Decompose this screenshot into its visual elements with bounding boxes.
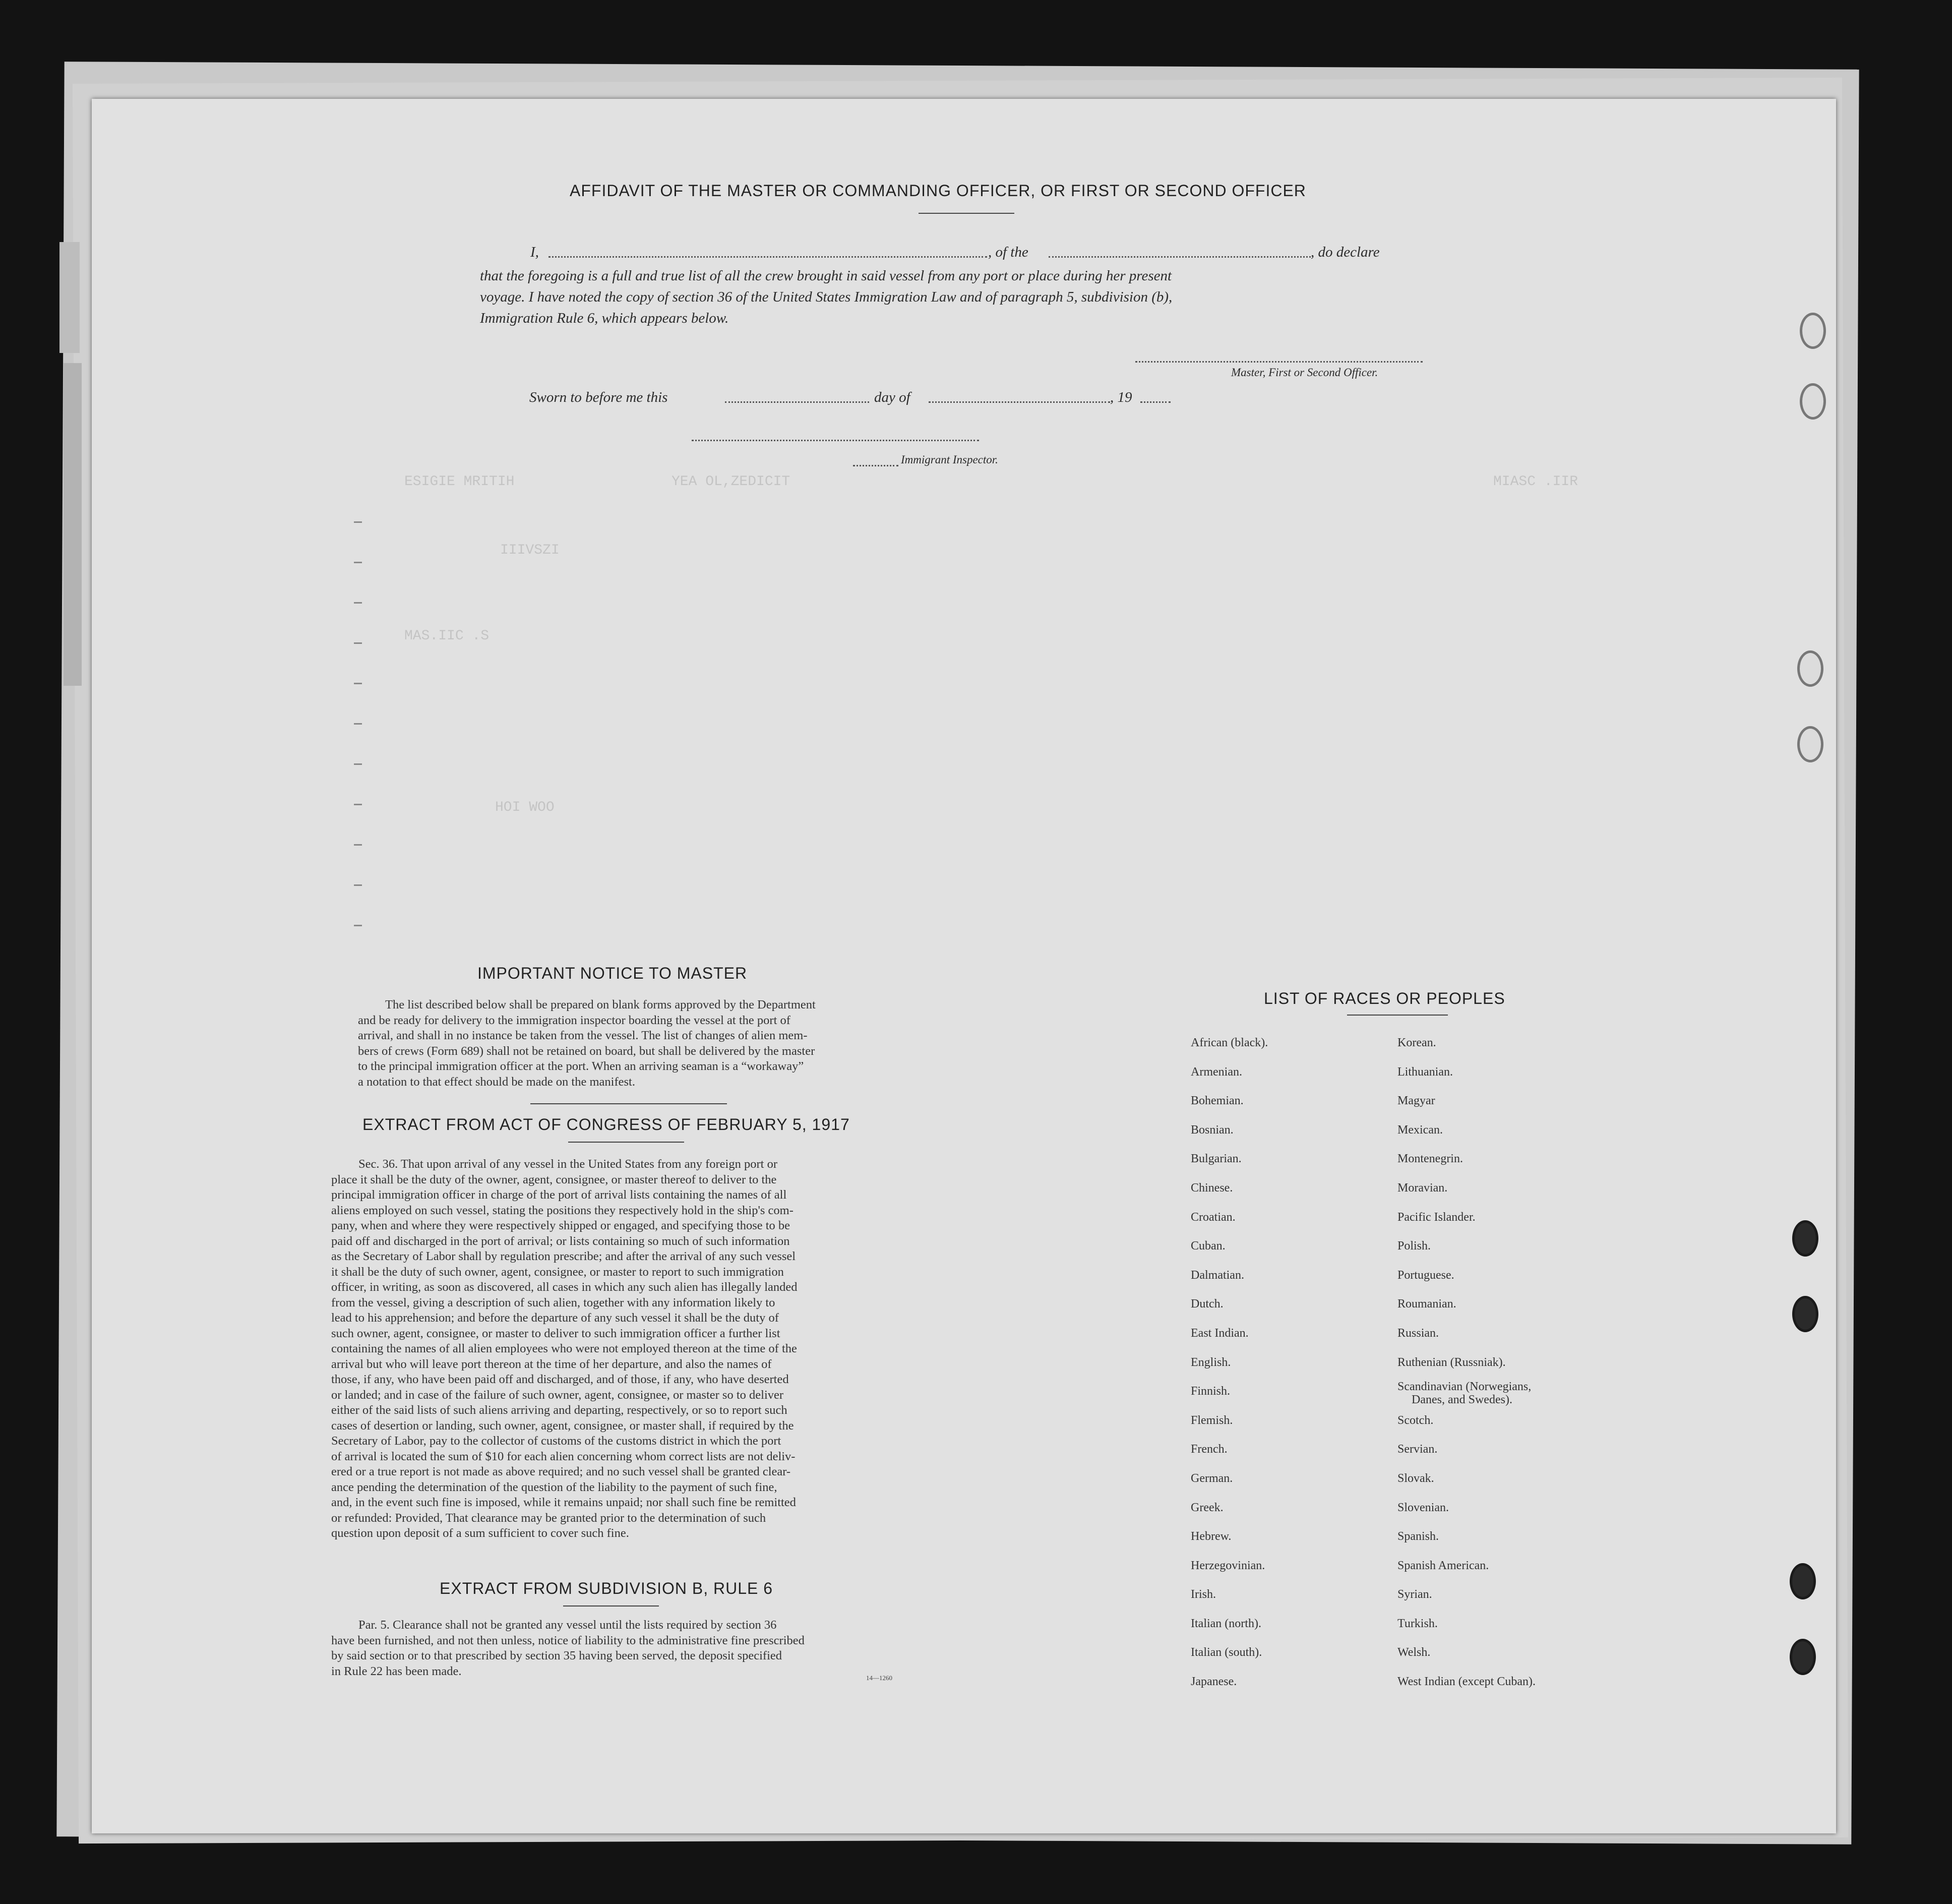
text-line: ance pending the determination of the question of the liability to the payment of such fine, (331, 1480, 777, 1494)
binder-tab (59, 242, 80, 353)
race-item: Syrian. (1397, 1588, 1432, 1601)
race-item: West Indian (except Cuban). (1397, 1675, 1536, 1689)
extract-act-body (331, 1157, 1010, 1541)
name-blank (548, 256, 987, 258)
text-line: have been furnished, and not then unless, notice of liability to the administrative fine prescribed (331, 1633, 805, 1647)
races-right-column (1397, 1029, 1536, 1697)
text-line: either of the said lists of such aliens arriving and departing, respectively, or so to report such (331, 1403, 787, 1417)
text-line: in Rule 22 has been made. (331, 1664, 462, 1678)
race-item: Portuguese. (1397, 1268, 1454, 1282)
race-item: Mexican. (1397, 1123, 1443, 1137)
text-line: Secretary of Labor, pay to the collector of customs of the customs district in which the port (331, 1434, 781, 1448)
text-line: cases of desertion or landing, such owner, agent, consignee, or master shall, if required by the (331, 1418, 794, 1433)
inspector-label: Immigrant Inspector. (901, 453, 998, 466)
race-item: Bosnian. (1191, 1123, 1234, 1137)
races-title: LIST OF RACES OR PEOPLES (1264, 989, 1505, 1007)
bleed-through: MAS.IIC .S (404, 628, 490, 644)
race-item: Chinese. (1191, 1181, 1233, 1195)
race-item: Hebrew. (1191, 1530, 1232, 1543)
race-item: Montenegrin. (1397, 1152, 1463, 1166)
race-item: Italian (north). (1191, 1617, 1261, 1630)
race-item: Dutch. (1191, 1297, 1224, 1311)
binder-hole (1800, 313, 1826, 349)
extract-rule-body (331, 1618, 1010, 1679)
race-item: Italian (south). (1191, 1646, 1262, 1659)
text-line: The list described below shall be prepared on blank forms approved by the Department (385, 998, 816, 1012)
year-blank (1140, 401, 1171, 403)
year-label: , 19 (1110, 389, 1132, 405)
text-line: place it shall be the duty of the owner, agent, consignee, or master thereof to deliver to the (331, 1172, 777, 1186)
title-rule (919, 213, 1014, 214)
margin-dash (354, 562, 362, 563)
binder-hole (1792, 1296, 1818, 1332)
race-item: Spanish American. (1397, 1559, 1489, 1572)
race-item: Bohemian. (1191, 1094, 1244, 1108)
text-line: such owner, agent, consignee, or master to deliver to such immigration officer a further list (331, 1326, 780, 1340)
section-rule (568, 1142, 684, 1143)
text-line: by said section or to that prescribed by section 35 having been served, the deposit specified (331, 1649, 782, 1662)
text-line: containing the names of all alien employees who were not employed thereon at the time of the (331, 1342, 797, 1355)
text-line: a notation to that effect should be made on the manifest. (358, 1075, 635, 1089)
margin-dash (354, 642, 362, 644)
race-item: German. (1191, 1471, 1233, 1485)
affidavit-line: voyage. I have noted the copy of section 36 of the United States Immigration Law and of paragraph 5, subdivision (b), (480, 289, 1173, 305)
margin-dash (354, 602, 362, 604)
text-line: aliens employed on such vessel, stating the positions they respectively hold in the ship's com- (331, 1203, 794, 1217)
binder-hole (1790, 1639, 1816, 1675)
text-line: bers of crews (Form 689) shall not be retained on board, but shall be delivered by the master (358, 1044, 815, 1058)
text-line: or landed; and in case of the failure of such owner, agent, consignee, or master so to deliver (331, 1388, 784, 1402)
bleed-through: YEA OL,ZEDICIT (672, 474, 790, 490)
margin-dash (354, 683, 362, 684)
text-line: and, in the event such fine is imposed, while it remains unpaid; nor shall such fine be remitted (331, 1496, 796, 1509)
extract-act-title: EXTRACT FROM ACT OF CONGRESS OF FEBRUARY 5, 1917 (362, 1115, 850, 1134)
race-item: Slovenian. (1397, 1501, 1449, 1514)
race-item: Scandinavian (Norwegians, (1397, 1380, 1532, 1394)
inspector-blank (853, 465, 898, 466)
text-line: it shall be the duty of such owner, agent, consignee, or master to report to such immigration (331, 1265, 784, 1279)
race-item: Croatian. (1191, 1210, 1236, 1224)
margin-dash (354, 723, 362, 725)
race-item: Lithuanian. (1397, 1065, 1453, 1079)
text-line: those, if any, who have been paid off and discharged, and of those, if any, who have deserted (331, 1373, 789, 1386)
race-item: African (black). (1191, 1036, 1268, 1049)
text-line: or refunded: Provided, That clearance may be granted prior to the determination of such (331, 1511, 766, 1525)
day-of-label: day of (874, 389, 910, 405)
margin-dash (354, 804, 362, 805)
race-item: Russian. (1397, 1326, 1439, 1340)
bleed-through: HOI WOO (495, 800, 555, 815)
race-item: Herzegovinian. (1191, 1559, 1265, 1572)
text-line: Sec. 36. That upon arrival of any vessel in the United States from any foreign port or (358, 1157, 777, 1171)
margin-dash (354, 884, 362, 886)
race-item: Finnish. (1191, 1385, 1231, 1398)
text-line: principal immigration officer in charge of the port of arrival lists containing the names of all (331, 1188, 787, 1202)
text-line: officer, in writing, as soon as discovered, all cases in which any such alien has illegally landed (331, 1280, 798, 1294)
section-rule (1347, 1015, 1448, 1016)
race-item: Dalmatian. (1191, 1268, 1244, 1282)
margin-dash (354, 925, 362, 926)
race-item: Moravian. (1397, 1181, 1448, 1195)
race-item: Armenian. (1191, 1065, 1242, 1079)
race-item: Servian. (1397, 1443, 1438, 1456)
notice-title: IMPORTANT NOTICE TO MASTER (477, 964, 748, 982)
race-item: Korean. (1397, 1036, 1436, 1049)
affidavit-do-declare: , do declare (1311, 244, 1380, 260)
race-item: Welsh. (1397, 1646, 1431, 1659)
section-rule (530, 1103, 727, 1104)
race-item: Roumanian. (1397, 1297, 1456, 1311)
races-left-column (1191, 1029, 1268, 1697)
race-item: Pacific Islander. (1397, 1210, 1476, 1224)
race-item: French. (1191, 1443, 1228, 1456)
bleed-through: MIASC .IIR (1493, 474, 1578, 490)
race-item: Slovak. (1397, 1471, 1434, 1485)
extract-rule-title: EXTRACT FROM SUBDIVISION B, RULE 6 (440, 1579, 773, 1597)
race-item: English. (1191, 1355, 1231, 1369)
race-item: Japanese. (1191, 1675, 1237, 1689)
race-item: Ruthenian (Russniak). (1397, 1355, 1506, 1369)
race-item: Bulgarian. (1191, 1152, 1242, 1166)
affidavit-line: Immigration Rule 6, which appears below. (480, 310, 729, 326)
text-line: and be ready for delivery to the immigration inspector boarding the vessel at the port of (358, 1013, 790, 1027)
text-line: Par. 5. Clearance shall not be granted any vessel until the lists required by section 36 (358, 1618, 777, 1632)
race-item: Flemish. (1191, 1413, 1233, 1427)
text-line: paid off and discharged in the port of arrival; or lists containing so much of such information (331, 1234, 790, 1248)
affidavit-body (480, 265, 1172, 329)
sworn-label: Sworn to before me this (529, 389, 668, 405)
document-page (92, 99, 1836, 1833)
text-line: lead to his apprehension; and before the departure of any such vessel it shall be the duty of (331, 1311, 779, 1325)
race-item-scandinavian (1397, 1377, 1536, 1406)
text-line: pany, when and where they were respectively shipped or engaged, and specifying those to be (331, 1219, 790, 1232)
text-line: from the vessel, giving a description of such alien, together with any information likely to (331, 1295, 775, 1310)
day-blank (725, 401, 869, 403)
bleed-through: IIIVSZI (500, 543, 560, 558)
affidavit-title: AFFIDAVIT OF THE MASTER OR COMMANDING OFFICER, OR FIRST OR SECOND OFFICER (570, 182, 1306, 200)
race-item: Greek. (1191, 1501, 1224, 1514)
binder-hole (1792, 1220, 1818, 1257)
master-signature-label: Master, First or Second Officer. (1231, 366, 1378, 379)
text-line: as the Secretary of Labor shall by regulation prescribe; and after the arrival of any such vessel (331, 1250, 796, 1263)
race-item: East Indian. (1191, 1326, 1249, 1340)
inspector-signature-line (692, 440, 979, 441)
affidavit-of-the-text: , of the (988, 244, 1028, 260)
race-item: Spanish. (1397, 1530, 1439, 1543)
bleed-through: ESIGIE MRITIH (404, 474, 515, 490)
text-line: arrival but who will leave port thereon at the time of her departure, and also the names of (331, 1357, 772, 1371)
binder-hole (1790, 1563, 1816, 1599)
race-item: Polish. (1397, 1239, 1431, 1253)
binder-hole (1797, 650, 1823, 687)
race-item: Scotch. (1397, 1413, 1434, 1427)
margin-dash (354, 763, 362, 765)
binder-tab (64, 363, 82, 686)
vessel-blank (1049, 256, 1311, 258)
margin-dash (354, 844, 362, 846)
margin-dash (354, 521, 362, 523)
notice-body (358, 997, 1011, 1090)
text-line: to the principal immigration officer at the port. When an arriving seaman is a “workaway” (358, 1059, 804, 1073)
text-line: arrival, and shall in no instance be taken from the vessel. The list of changes of alien mem- (358, 1029, 808, 1042)
text-line: of arrival is located the sum of $10 for each alien concerning whom correct lists are not deliv- (331, 1449, 796, 1463)
section-rule (563, 1605, 659, 1606)
race-item: Irish. (1191, 1588, 1216, 1601)
race-item: Cuban. (1191, 1239, 1226, 1253)
race-item: Magyar (1397, 1094, 1435, 1108)
text-line: question upon deposit of a sum sufficient to cover such fine. (331, 1526, 629, 1540)
affidavit-i: I, (530, 244, 539, 260)
form-number: 14—1260 (866, 1674, 892, 1682)
binder-hole (1797, 726, 1823, 762)
race-item-continued: Danes, and Swedes). (1412, 1393, 1512, 1407)
affidavit-line: that the foregoing is a full and true list of all the crew brought in said vessel from any port or place during her present (480, 268, 1172, 284)
race-item: Turkish. (1397, 1617, 1438, 1630)
month-blank (929, 401, 1110, 403)
master-signature-line (1135, 361, 1423, 363)
binder-hole (1800, 383, 1826, 420)
text-line: ered or a true report is not made as above required; and no such vessel shall be granted clear- (331, 1465, 791, 1478)
